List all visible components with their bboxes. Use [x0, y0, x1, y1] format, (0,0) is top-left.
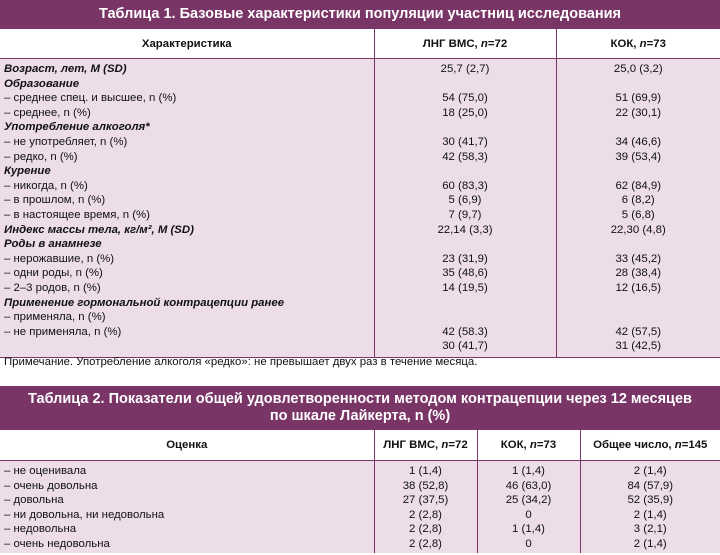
kok-value: 6 (8,2): [621, 194, 655, 207]
row-label: – одни роды, n (%): [4, 267, 103, 280]
table2: [0, 430, 720, 553]
lng-value: 14 (19,5): [442, 281, 488, 294]
lng-value: 42 (58,3): [442, 150, 488, 163]
lng-value: 25,7 (2,7): [440, 63, 490, 75]
kok-value: 1 (1,4): [512, 465, 545, 477]
table1-col-lng: [374, 59, 556, 358]
lng-value: 2 (2,8): [409, 508, 442, 521]
lng-value: 2 (2,8): [409, 523, 442, 536]
kok-value: 0: [525, 508, 532, 521]
table2-header-rating: Оценка: [0, 430, 374, 461]
lng-value: 7 (9,7): [448, 208, 482, 221]
table2-header-row: [0, 430, 720, 461]
table2-col-kok: [477, 461, 580, 553]
lng-value: 27 (37,5): [402, 494, 449, 507]
kok-value: [557, 120, 720, 135]
lng-value: 30 (41,7): [442, 135, 488, 148]
table1-col-kok: [556, 59, 720, 358]
table1-header-kok: КОК, n=73: [556, 29, 720, 59]
table1-body-row: [0, 59, 720, 358]
lng-value: 1 (1,4): [409, 465, 442, 477]
kok-value: 22,30 (4,8): [610, 223, 666, 236]
kok-value: 0: [525, 537, 532, 550]
kok-value: 25 (34,2): [505, 494, 552, 507]
lng-value: 30 (41,7): [442, 340, 488, 353]
row-label: – 2–3 родов, n (%): [4, 281, 101, 294]
lng-value: 2 (2,8): [409, 537, 442, 550]
table1: [0, 29, 720, 358]
row-label: – среднее, n (%): [4, 106, 91, 119]
total-value: 3 (2,1): [633, 523, 667, 536]
table2-title-line1: Таблица 2. Показатели общей удовлетворенности методом контрацепции через 12 месяцев: [28, 391, 692, 407]
lng-value: [375, 296, 556, 311]
row-label: – не применяла, n (%): [4, 325, 122, 338]
total-value: 2 (1,4): [633, 508, 667, 521]
kok-value: [557, 164, 720, 179]
row-label: – очень довольна: [4, 479, 98, 492]
kok-value: 1 (1,4): [512, 523, 545, 536]
lng-value: 42 (58.3): [442, 325, 488, 338]
total-value: 2 (1,4): [633, 537, 667, 550]
section-heading: Возраст, лет, M (SD): [4, 63, 127, 75]
lng-value: [375, 120, 556, 135]
lng-value: [375, 237, 556, 252]
row-label: – никогда, n (%): [4, 179, 88, 192]
table2-header-kok: КОК, n=73: [477, 430, 580, 461]
table2-header-total: Общее число, n=145: [580, 430, 720, 461]
row-label: – в прошлом, n (%): [4, 194, 106, 207]
kok-value: 42 (57,5): [615, 325, 662, 338]
kok-value: [557, 77, 720, 92]
row-label: – применяла, n (%): [4, 311, 106, 324]
kok-value: 25,0 (3,2): [613, 63, 663, 75]
kok-value: 5 (6,8): [621, 208, 655, 221]
section-heading: Курение: [4, 165, 51, 178]
table2-col-total: [580, 461, 720, 553]
row-label: – очень недовольна: [4, 537, 110, 550]
kok-value: 62 (84,9): [615, 179, 662, 192]
total-value: 2 (1,4): [633, 465, 667, 477]
row-label: – в настоящее время, n (%): [4, 208, 150, 221]
lng-value: 22,14 (3,3): [437, 223, 493, 236]
section-heading: Индекс массы тела, кг/м², M (SD): [4, 223, 194, 236]
kok-value: [557, 296, 720, 311]
table2-header-lng: ЛНГ ВМС, n=72: [374, 430, 477, 461]
row-label: – среднее спец. и высшее, n (%): [4, 92, 177, 105]
table1-title: Таблица 1. Базовые характеристики популяции участниц исследования: [0, 0, 720, 29]
table1-col-characteristic: [0, 59, 374, 358]
kok-value: [557, 237, 720, 252]
table2-col-lng: [374, 461, 477, 553]
kok-value: [557, 310, 720, 325]
table1-header-characteristic: Характеристика: [0, 29, 374, 59]
kok-value: 46 (63,0): [505, 479, 552, 492]
lng-value: 54 (75,0): [442, 92, 488, 105]
lng-value: 5 (6,9): [448, 194, 482, 207]
kok-value: 22 (30,1): [615, 106, 662, 119]
lng-value: [375, 164, 556, 179]
table1-header-row: [0, 29, 720, 59]
kok-value: 33 (45,2): [615, 252, 662, 265]
kok-value: 31 (42,5): [615, 340, 662, 353]
lng-value: 18 (25,0): [442, 106, 488, 119]
table1-note: Примечание. Употребление алкоголя «редко»: не превышает двух раз в течение месяца.: [4, 356, 478, 368]
lng-value: [375, 310, 556, 325]
lng-value: 60 (83,3): [442, 179, 488, 192]
kok-value: 34 (46,6): [615, 135, 662, 148]
section-heading: Роды в анамнезе: [4, 238, 102, 251]
row-label: – не употребляет, n (%): [4, 135, 128, 148]
section-heading: Употребление алкоголя*: [4, 121, 150, 134]
row-label: – довольна: [4, 494, 64, 507]
total-value: 84 (57,9): [627, 479, 674, 492]
table2-title-line2: по шкале Лайкерта, n (%): [269, 408, 451, 424]
lng-value: 38 (52,8): [402, 479, 449, 492]
table2-col-rating: [0, 461, 374, 553]
lng-value: 35 (48,6): [442, 267, 488, 280]
lng-value: [375, 77, 556, 92]
kok-value: 12 (16,5): [615, 281, 662, 294]
row-label: – ни довольна, ни недовольна: [4, 508, 165, 521]
row-label: – не оценивала: [4, 465, 87, 477]
row-label: – нерожавшие, n (%): [4, 252, 115, 265]
total-value: 52 (35,9): [627, 494, 674, 507]
kok-value: 39 (53,4): [615, 150, 662, 163]
table2-title: [0, 386, 720, 430]
table1-header-lng: ЛНГ ВМС, n=72: [374, 29, 556, 59]
kok-value: 51 (69,9): [615, 92, 662, 105]
kok-value: 28 (38,4): [615, 267, 662, 280]
section-heading: Образование: [4, 77, 80, 90]
lng-value: 23 (31,9): [442, 252, 488, 265]
row-label: – недовольна: [4, 523, 77, 536]
row-label: [4, 339, 374, 354]
row-label: – редко, n (%): [4, 150, 78, 163]
section-heading: Применение гормональной контрацепции ранее: [4, 296, 285, 309]
table2-body-row: [0, 461, 720, 553]
